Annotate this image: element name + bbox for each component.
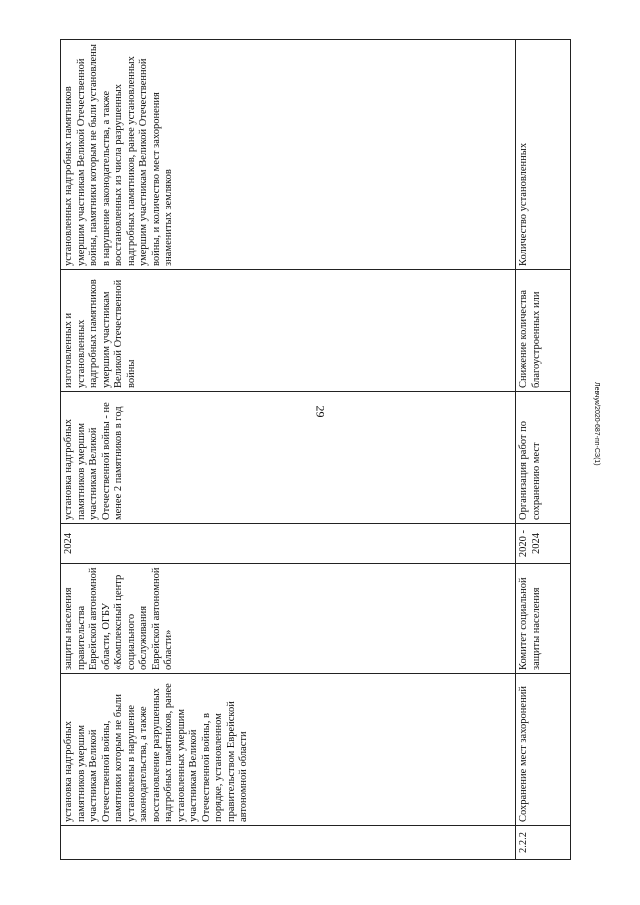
stamp-text: Левчук/2020-687-пп-СЗ(1): [593, 382, 600, 466]
cell-event: Организация работ по сохранению мест: [516, 392, 571, 524]
cell-year: 2024: [61, 524, 516, 564]
cell-executor: защиты населения правительства Еврейской автономной области, ОГБУ «Комплексный центр социального обслуживания Еврейской автономной области»: [61, 564, 516, 674]
cell-indicator: установленных надгробных памятников умершим участникам Великой Отечественной войны, памятники которым не были установлены в нарушение законодательства, а также восстановленных из числа разрушенных надгробных памятников, ранее установленных умершим участникам Великой Отечественной войны, и количество мест захоронения знаменитых земляков: [61, 40, 516, 270]
table-row: [61, 40, 516, 860]
cell-num: [61, 826, 516, 860]
page-number: 29: [313, 405, 328, 418]
cell-num: 2.2.2: [516, 826, 571, 860]
cell-event: установка надгробных памятников умершим участникам Великой Отечественной войны - не менее 2 памятников в год: [61, 392, 516, 524]
cell-measure-name: установка надгробных памятников умершим участникам Великой Отечественной войны, памятники которым не были установлены в нарушение законодательства, а также восстановление разрушенных надгробных памятников, ранее установленных умершим участникам Великой Отечественной войны, в порядке, установленном правительством Еврейской автономной области: [61, 674, 516, 826]
table-row: [516, 40, 571, 860]
program-table: [60, 39, 571, 860]
cell-result: Снижение количества благоустроенных или: [516, 270, 571, 392]
cell-indicator: Количество установленных: [516, 40, 571, 270]
cell-measure-name: Сохранение мест захоронений: [516, 674, 571, 826]
cell-executor: Комитет социальной защиты населения: [516, 564, 571, 674]
rotated-table-region: [60, 40, 570, 860]
cell-year: 2020 - 2024: [516, 524, 571, 564]
cell-result: изготовленных и установленных надгробных памятников умершим участникам Великой Отечественной войны: [61, 270, 516, 392]
